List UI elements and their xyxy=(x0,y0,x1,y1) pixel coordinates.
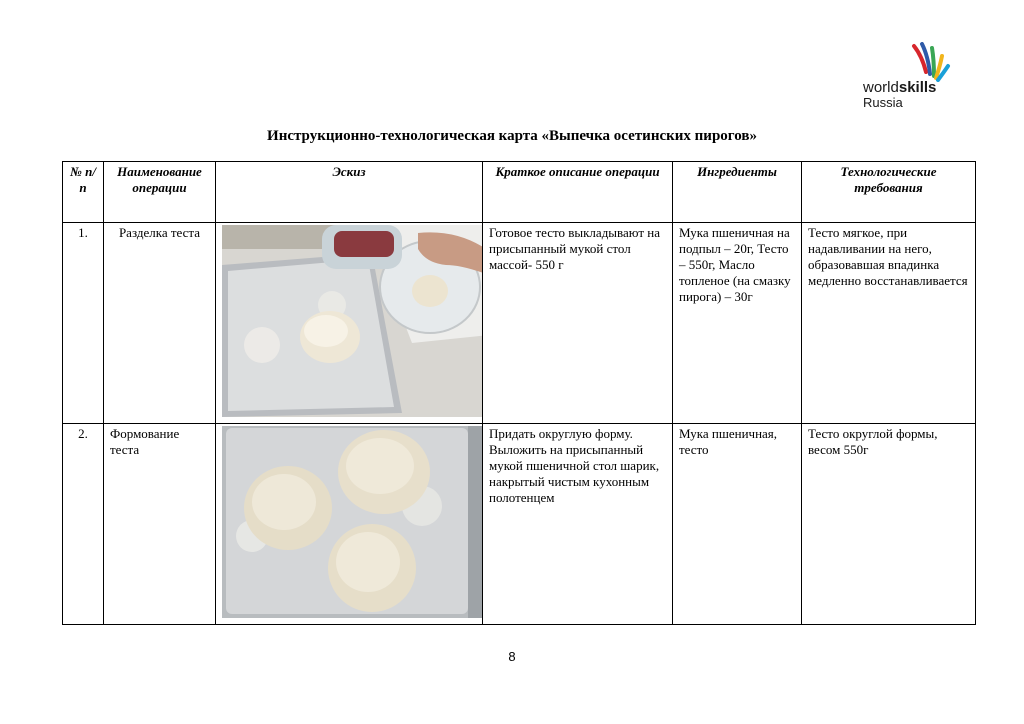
cell-name: Формование теста xyxy=(104,424,216,625)
page-title: Инструкционно-технологическая карта «Выпечка осетинских пирогов» xyxy=(267,128,757,144)
header-ingredients: Ингредиенты xyxy=(673,162,802,223)
cell-sketch xyxy=(216,223,483,424)
table-header-row xyxy=(63,162,976,223)
dough-shaping-photo xyxy=(222,426,483,618)
worldskills-logo xyxy=(858,42,958,114)
table-row xyxy=(63,424,976,625)
cell-desc: Готовое тесто выкладывают на присыпанный мукой стол массой- 550 г xyxy=(483,223,673,424)
header-name: Наименование операции xyxy=(104,162,216,223)
cell-num: 1. xyxy=(63,223,104,424)
page-number: 8 xyxy=(508,649,516,664)
technology-card-table xyxy=(62,161,976,625)
logo-wordmark: worldskills xyxy=(863,79,937,96)
table-row xyxy=(63,223,976,424)
cell-requirements: Тесто округлой формы, весом 550г xyxy=(802,424,976,625)
cell-requirements: Тесто мягкое, при надавливании на него, образовавшая впадинка медленно восстанавливается xyxy=(802,223,976,424)
cell-desc: Придать округлую форму. Выложить на присыпанный мукой пшеничной стол шарик, накрытый чистым кухонным полотенцем xyxy=(483,424,673,625)
header-requirements: Технологические требования xyxy=(802,162,976,223)
cell-sketch xyxy=(216,424,483,625)
header-sketch: Эскиз xyxy=(216,162,483,223)
cell-name: Разделка теста xyxy=(104,223,216,424)
cell-ingredients: Мука пшеничная, тесто xyxy=(673,424,802,625)
header-desc: Краткое описание операции xyxy=(483,162,673,223)
cell-num: 2. xyxy=(63,424,104,625)
cell-ingredients: Мука пшеничная на подпыл – 20г, Тесто – 550г, Масло топленое (на смазку пирога) – 30г xyxy=(673,223,802,424)
dough-portioning-photo xyxy=(222,225,483,417)
logo-country: Russia xyxy=(863,95,903,110)
header-num: № п/п xyxy=(63,162,104,223)
worldskills-emblem-icon xyxy=(908,42,952,82)
